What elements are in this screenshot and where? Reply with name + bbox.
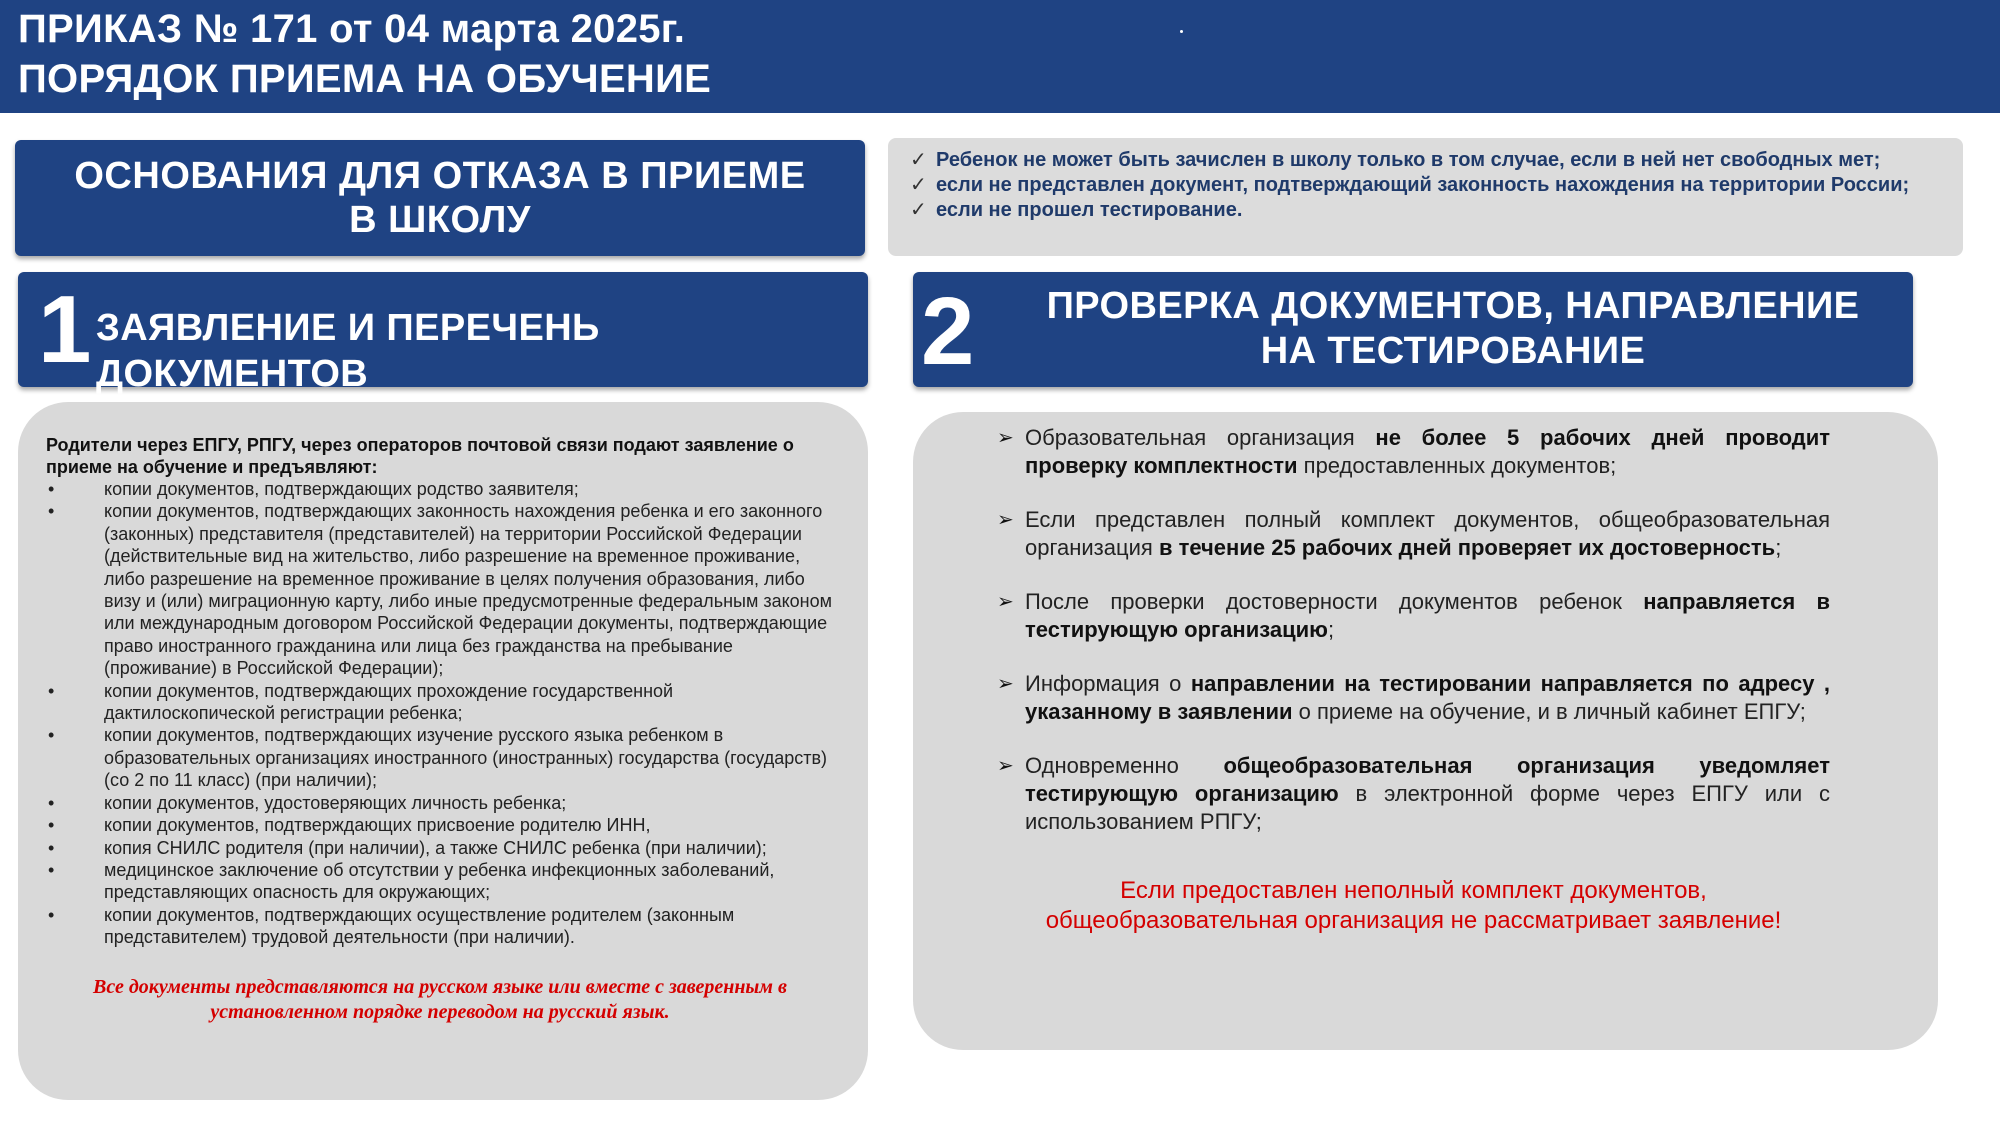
bullet-icon: • xyxy=(48,837,55,858)
item-emphasis: не более 5 рабочих дней проводит проверку комплектности xyxy=(1025,425,1831,478)
documents-intro: Родители через ЕПГУ, РПГУ, через операторов почтовой связи подают заявление о приеме на обучение и предъявляют: xyxy=(46,435,794,477)
step2-title xyxy=(1013,284,1893,374)
list-item-text: копии документов, подтверждающих прохождение государственной дактилоскопической регистрации ребенка; xyxy=(104,680,674,724)
refusal-title-line1: ОСНОВАНИЯ ДЛЯ ОТКАЗА В ПРИЕМЕ xyxy=(74,155,806,197)
item-text: предоставленных документов; xyxy=(1297,453,1617,478)
verification-item xyxy=(997,424,1830,480)
arrow-bullet-icon: ➢ xyxy=(997,755,1014,777)
item-text: После проверки достоверности документов ребенок xyxy=(1025,589,1644,614)
verification-item xyxy=(997,506,1830,562)
list-item-text: копии документов, подтверждающих законность нахождения ребенка и его законного (законных) представителя (представителей) на территории Российской Федерации (действительные вид на жительство, либо разрешение на временное проживание, либо разрешение на временное проживание в целях получения образования, либо визу и (или) миграционную карту, либо иные предусмотренные федеральным законом или международным договором Российской Федерации документы, подтверждающие право иностранного гражданина или лица без гражданства на пребывание (проживание) в Российской Федерации); xyxy=(104,501,832,679)
refusal-reason-text: Ребенок не может быть зачислен в школу только в том случае, если в ней нет свободных мет; xyxy=(936,149,1881,171)
refusal-title-line2: В ШКОЛУ xyxy=(349,199,531,241)
item-emphasis: направлении на тестировании направляется по адресу , указанному в заявлении xyxy=(1025,671,1830,724)
check-icon: ✓ xyxy=(910,174,927,196)
documents-list xyxy=(46,478,834,949)
check-icon: ✓ xyxy=(910,199,927,221)
step1-number: 1 xyxy=(38,276,92,383)
list-item-text: копии документов, подтверждающих изучение русского языка ребенком в образовательных организациях иностранного (иностранных) государства (государств) (со 2 по 11 класс) (при наличии); xyxy=(104,725,828,791)
verification-item xyxy=(997,752,1830,836)
item-text: Информация о xyxy=(1025,671,1191,696)
refusal-reason xyxy=(906,198,1945,223)
step2-title-line1: ПРОВЕРКА ДОКУМЕНТОВ, НАПРАВЛЕНИЕ xyxy=(1046,285,1860,327)
list-item-text: копии документов, подтверждающих осуществление родителем (законным представителем) трудовой деятельности (при наличии). xyxy=(104,904,735,948)
item-emphasis: направляется в тестирующую организацию xyxy=(1025,589,1830,642)
step2-header xyxy=(913,272,1913,387)
step1-title: ЗАЯВЛЕНИЕ И ПЕРЕЧЕНЬ ДОКУМЕНТОВ xyxy=(96,307,600,395)
bullet-icon: • xyxy=(48,680,55,701)
list-item-text: медицинское заключение об отсутствии у ребенка инфекционных заболеваний, представляющих опасность для окружающих; xyxy=(104,859,775,903)
verification-item xyxy=(997,670,1830,726)
item-text: в электронной форме через ЕПГУ или с использованием РПГУ; xyxy=(1025,781,1830,834)
arrow-bullet-icon: ➢ xyxy=(997,427,1014,449)
list-item xyxy=(46,904,834,949)
list-item-text: копии документов, удостоверяющих личность ребенка; xyxy=(104,792,567,813)
arrow-bullet-icon: ➢ xyxy=(997,509,1014,531)
item-text: Одновременно xyxy=(1025,753,1224,778)
step1-header xyxy=(18,272,868,395)
decorative-dot xyxy=(1180,30,1183,33)
bullet-icon: • xyxy=(48,815,55,836)
item-text: Образовательная организация xyxy=(1025,425,1376,450)
order-title: ПРИКАЗ № 171 от 04 марта 2025г. xyxy=(18,7,686,51)
refusal-reasons-panel xyxy=(888,138,1963,256)
incomplete-documents-warning: Если предоставлен неполный комплект документов, общеобразовательная организация не рассматривает заявление! xyxy=(1045,877,1782,934)
page-title: ПОРЯДОК ПРИЕМА НА ОБУЧЕНИЕ xyxy=(18,57,712,101)
item-emphasis: в течение 25 рабочих дней проверяет их достоверность xyxy=(1158,535,1776,560)
list-item-text: копии документов, подтверждающих родство заявителя; xyxy=(104,479,579,499)
list-item-text: копия СНИЛС родителя (при наличии), а также СНИЛС ребенка (при наличии); xyxy=(104,837,767,858)
bullet-icon: • xyxy=(48,725,55,746)
list-item xyxy=(46,500,834,679)
list-item xyxy=(46,724,834,791)
list-item xyxy=(46,814,834,836)
bullet-icon: • xyxy=(48,792,55,813)
bullet-icon: • xyxy=(48,501,55,522)
list-item xyxy=(46,859,834,904)
item-emphasis: общеобразовательная организация уведомляет тестирующую организацию xyxy=(1025,753,1830,806)
language-note: Все документы представляются на русском языке или вместе с заверенным в установленном порядке переводом на русский язык. xyxy=(93,975,787,1023)
bullet-icon: • xyxy=(48,904,55,925)
item-text: ; xyxy=(1775,535,1782,560)
verification-panel xyxy=(913,412,1938,1050)
list-item xyxy=(46,478,834,500)
refusal-reason xyxy=(906,148,1945,173)
refusal-reason-text: если не представлен документ, подтверждающий законность нахождения на территории России; xyxy=(936,174,1910,196)
documents-panel xyxy=(18,402,868,1100)
list-item xyxy=(46,792,834,814)
page-header xyxy=(0,0,2000,113)
list-item-text: копии документов, подтверждающих присвоение родителю ИНН, xyxy=(104,815,651,836)
bullet-icon: • xyxy=(48,479,55,499)
bullet-icon: • xyxy=(48,859,55,880)
check-icon: ✓ xyxy=(910,149,927,171)
item-text: Если представлен полный комплект документов, общеобразовательная организация xyxy=(1025,507,1830,560)
verification-item xyxy=(997,588,1830,644)
item-text: ; xyxy=(1327,617,1335,642)
list-item xyxy=(46,837,834,859)
refusal-reasons-title xyxy=(15,140,865,256)
item-text: о приеме на обучение, и в личный кабинет ЕПГУ; xyxy=(1292,699,1806,724)
refusal-reason-text: если не прошел тестирование. xyxy=(936,199,1243,221)
arrow-bullet-icon: ➢ xyxy=(997,673,1014,695)
step2-number: 2 xyxy=(921,278,975,385)
list-item xyxy=(46,680,834,725)
step2-title-line2: НА ТЕСТИРОВАНИЕ xyxy=(1260,330,1646,372)
refusal-reason xyxy=(906,173,1945,198)
arrow-bullet-icon: ➢ xyxy=(997,591,1014,613)
